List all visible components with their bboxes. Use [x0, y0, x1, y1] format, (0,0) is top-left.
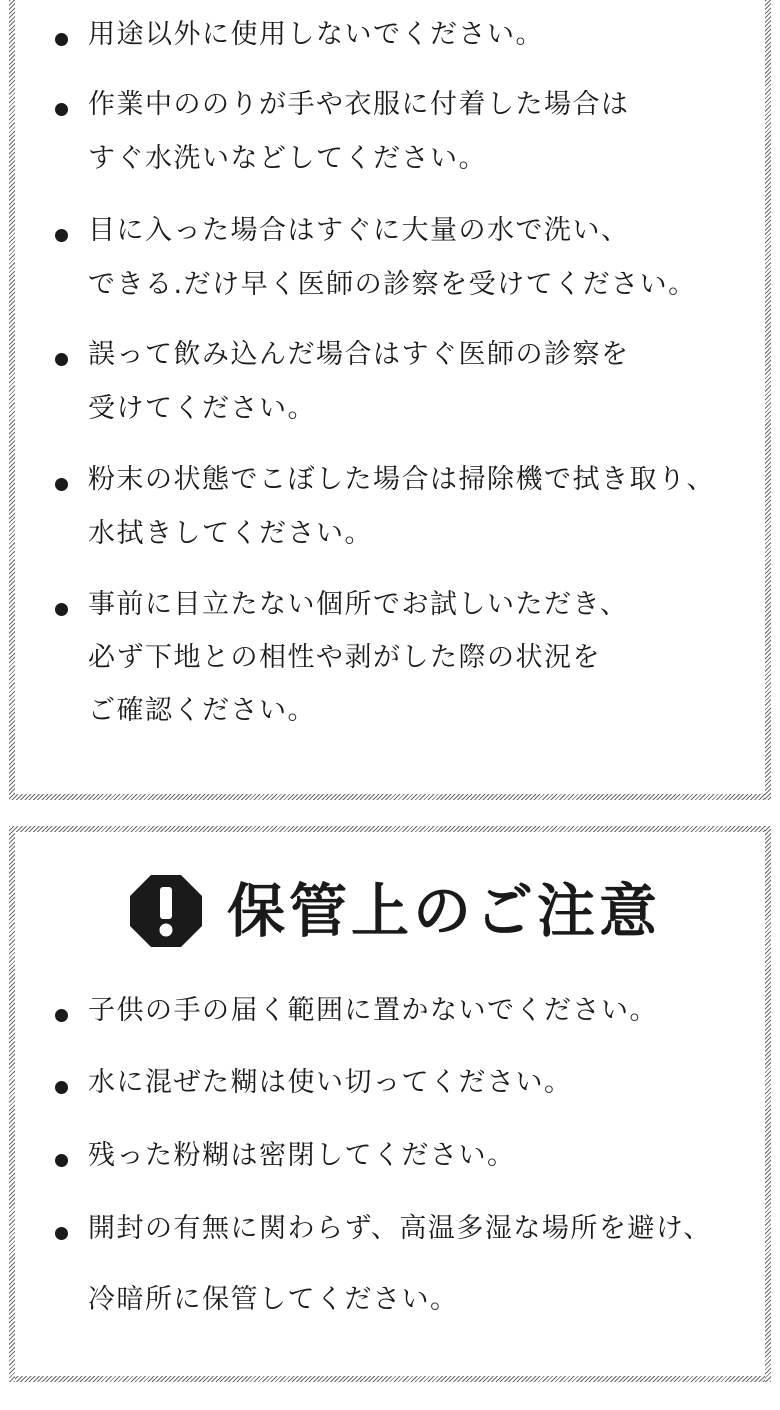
bullet-icon — [55, 33, 68, 46]
bullet-icon — [55, 603, 68, 616]
bullet-icon — [55, 1154, 68, 1167]
page-title: 保管上のご注意 — [227, 877, 662, 945]
panel-border-left — [9, 0, 15, 800]
caution-text: 受けてください。 — [88, 393, 316, 424]
bullet-icon — [55, 478, 68, 491]
caution-text: できる.だけ早く医師の診察を受けてください。 — [88, 269, 697, 300]
caution-text: 事前に目立たない個所でお試しいただき、 — [88, 589, 629, 620]
caution-text: 必ず下地との相性や剥がした際の状況を — [88, 642, 601, 673]
bullet-icon — [55, 103, 68, 116]
caution-text: すぐ水洗いなどしてください。 — [88, 143, 487, 174]
caution-text: ご確認ください。 — [88, 695, 316, 726]
usage-cautions-panel — [9, 0, 771, 800]
storage-text: 開封の有無に関わらず、高温多湿な場所を避け、 — [88, 1213, 712, 1244]
storage-cautions-panel — [9, 826, 771, 1382]
bullet-icon — [55, 1227, 68, 1240]
exclamation-octagon-icon — [129, 874, 203, 948]
caution-text: 目に入った場合はすぐに大量の水で洗い、 — [88, 215, 630, 246]
bullet-icon — [55, 229, 68, 242]
storage-text: 残った粉糊は密閉してください。 — [88, 1140, 516, 1171]
caution-text: 粉末の状態でこぼした場合は掃除機で拭き取り、 — [88, 464, 715, 495]
storage-text: 水に混ぜた糊は使い切ってください。 — [88, 1067, 573, 1098]
bullet-icon — [55, 353, 68, 366]
caution-text: 水拭きしてください。 — [88, 518, 373, 549]
bullet-icon — [55, 1081, 68, 1094]
bullet-icon — [55, 1009, 68, 1022]
caution-text: 作業中ののりが手や衣服に付着した場合は — [88, 89, 630, 120]
caution-text: 用途以外に使用しないでください。 — [88, 19, 544, 50]
storage-text: 冷暗所に保管してください。 — [88, 1284, 459, 1315]
panel-border-right — [765, 0, 771, 800]
panel-border-top — [9, 826, 771, 832]
caution-text: 誤って飲み込んだ場合はすぐ医師の診察を — [88, 339, 630, 370]
storage-text: 子供の手の届く範囲に置かないでください。 — [88, 995, 658, 1026]
panel-border-bottom — [9, 1376, 771, 1382]
storage-heading — [9, 874, 771, 948]
panel-border-bottom — [9, 794, 771, 800]
